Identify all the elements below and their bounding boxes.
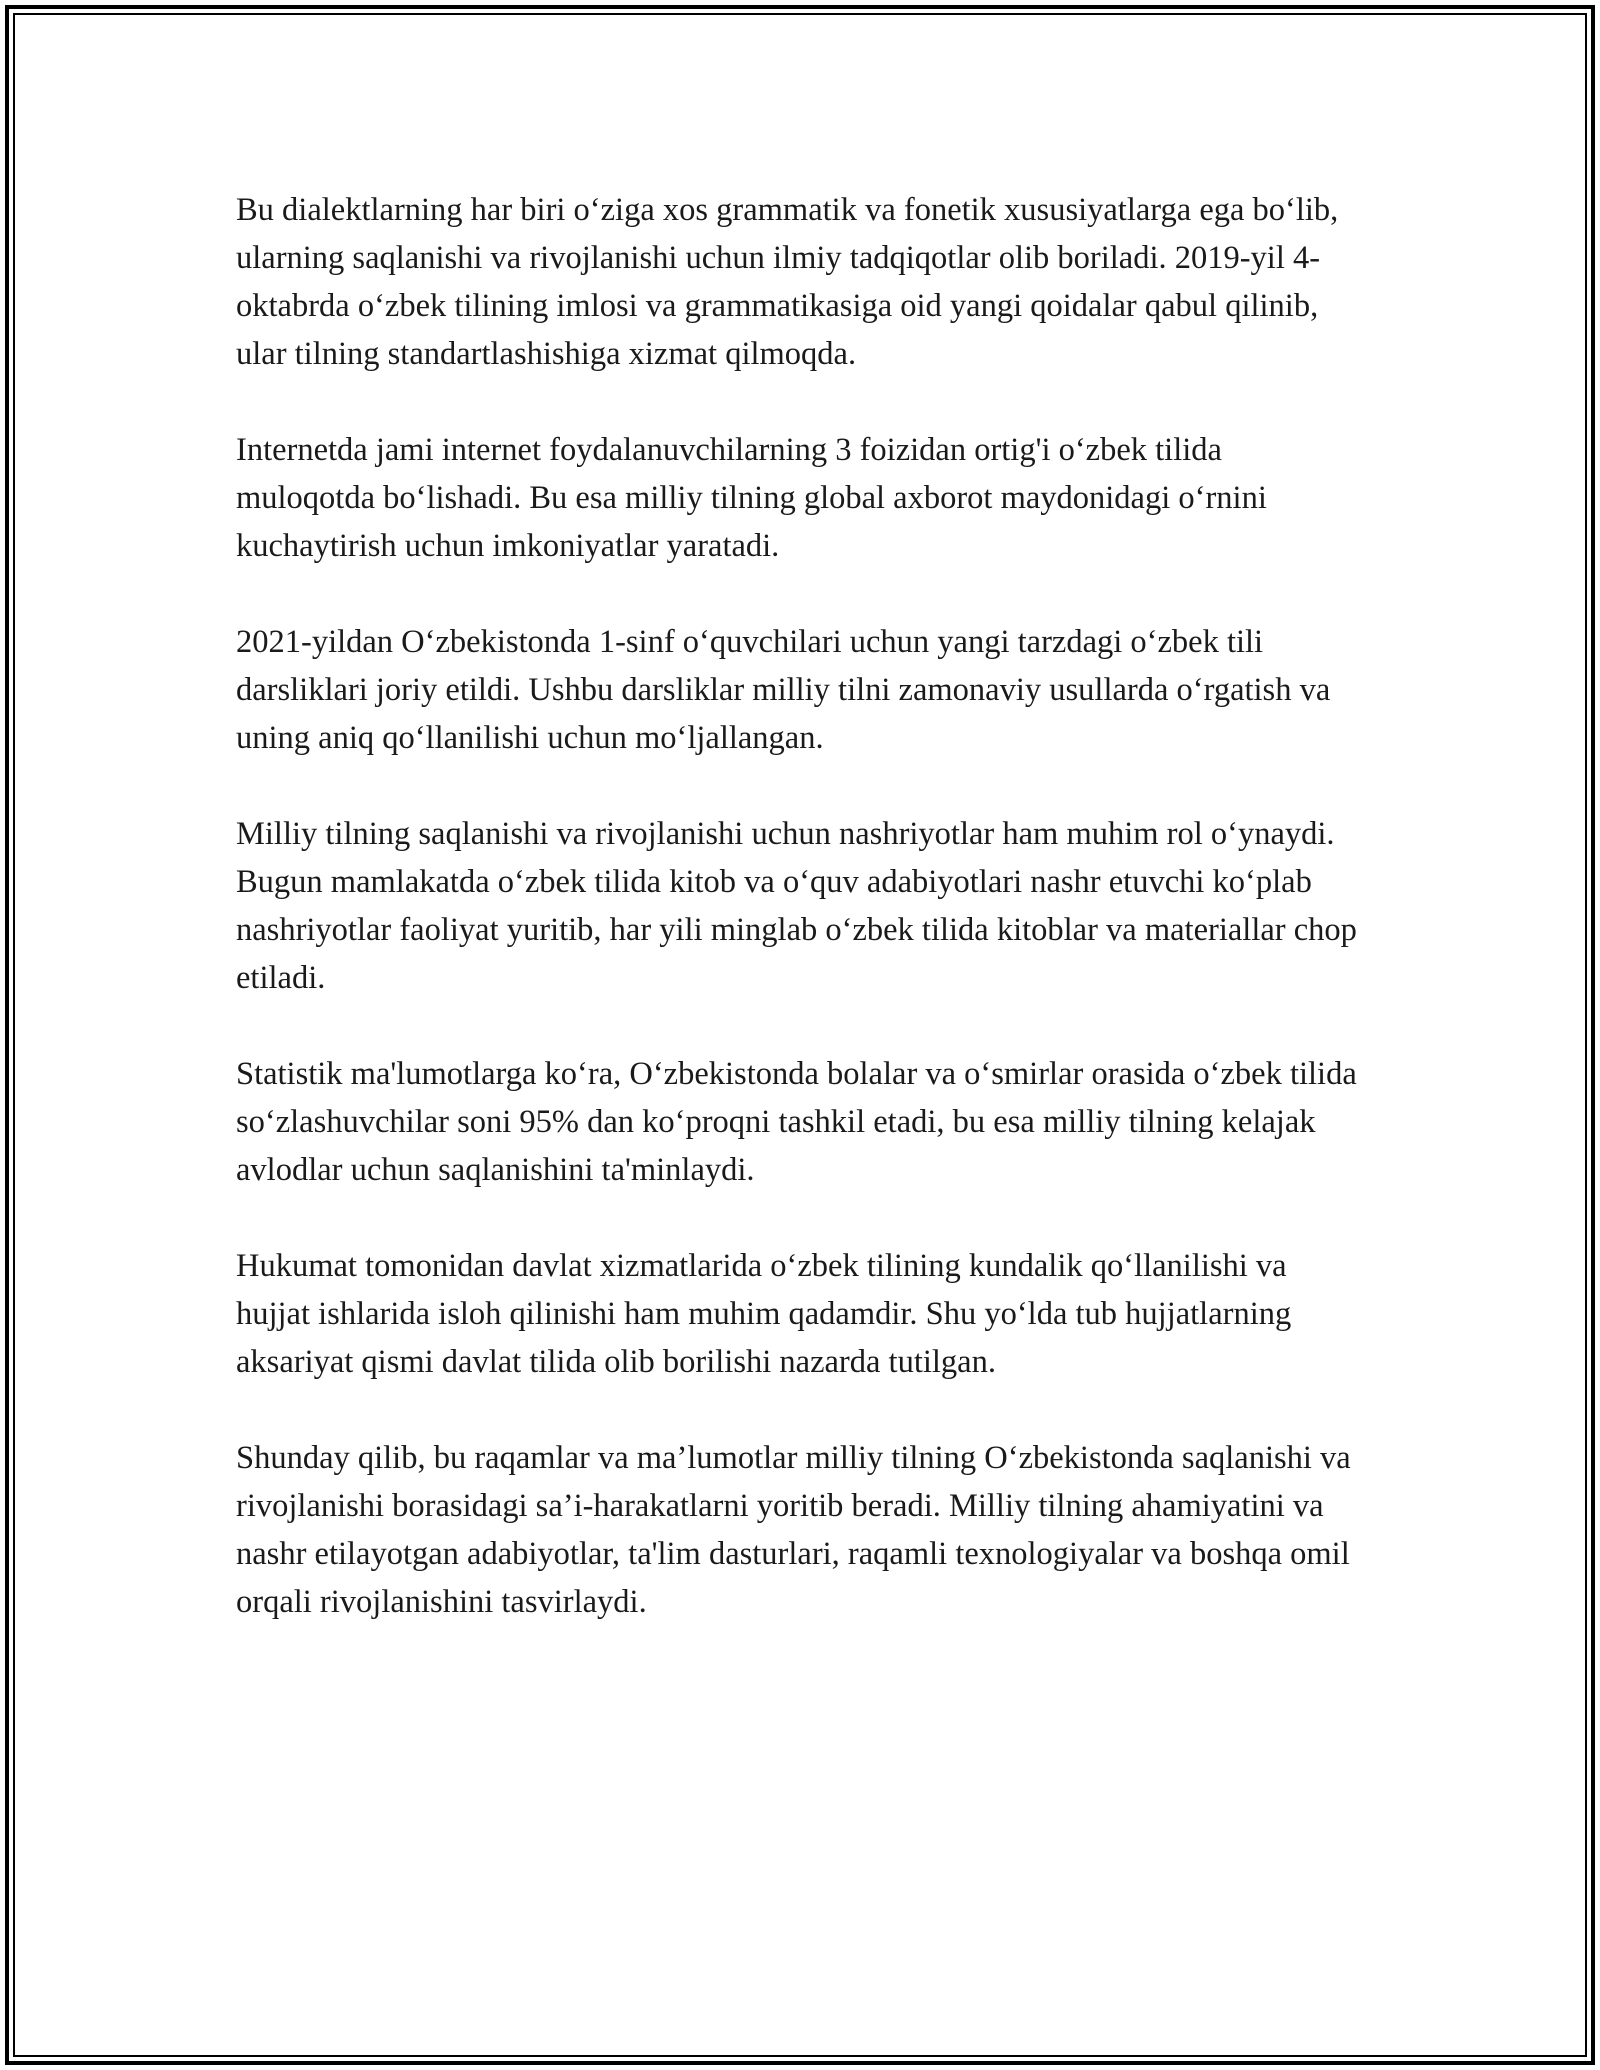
paragraph-conclusion: Shunday qilib, bu raqamlar va ma’lumotlar milliy tilning O‘zbekistonda saqlanishi va rivojlanishi borasidagi sa’i-harakatlarni yoritib beradi. Milliy tilning ahamiyatini va nashr etilayotgan adabiyotlar, ta'lim dasturlari, raqamli texnologiyalar va boshqa omil orqali rivojlanishini tasvirlaydi. xyxy=(236,1440,1351,1620)
paragraph-statistics: Statistik ma'lumotlarga ko‘ra, O‘zbekistonda bolalar va o‘smirlar orasida o‘zbek tilida so‘zlashuvchilar soni 95% dan ko‘proqni tashkil etadi, bu esa milliy tilning kelajak avlodlar uchun saqlanishini ta'minlaydi. xyxy=(236,1056,1357,1188)
paragraph-government: Hukumat tomonidan davlat xizmatlarida o‘zbek tilining kundalik qo‘llanilishi va hujjat ishlarida isloh qilinishi ham muhim qadamdir. Shu yo‘lda tub hujjatlarning aksariyat qismi davlat tilida olib borilishi nazarda tutilgan. xyxy=(236,1248,1292,1380)
paragraph-internet: Internetda jami internet foydalanuvchilarning 3 foizidan ortig'i o‘zbek tilida muloqotda bo‘lishadi. Bu esa milliy tilning global axborot maydonidagi o‘rnini kuchaytirish uchun imkoniyatlar yaratadi. xyxy=(236,432,1267,564)
document-body xyxy=(236,186,1366,1674)
paragraph-publishers: Milliy tilning saqlanishi va rivojlanishi uchun nashriyotlar ham muhim rol o‘ynaydi. Bugun mamlakatda o‘zbek tilida kitob va o‘quv adabiyotlari nashr etuvchi ko‘plab nashriyotlar faoliyat yuritib, har yili minglab o‘zbek tilida kitoblar va materiallar chop etiladi. xyxy=(236,816,1357,996)
paragraph-textbooks: 2021-yildan O‘zbekistonda 1-sinf o‘quvchilari uchun yangi tarzdagi o‘zbek tili darsliklari joriy etildi. Ushbu darsliklar milliy tilni zamonaviy usullarda o‘rgatish va uning aniq qo‘llanilishi uchun mo‘ljallangan. xyxy=(236,624,1331,756)
paragraph-dialects: Bu dialektlarning har biri o‘ziga xos grammatik va fonetik xususiyatlarga ega bo‘lib, ularning saqlanishi va rivojlanishi uchun ilmiy tadqiqotlar olib boriladi. 2019-yil 4-oktabrda o‘zbek tilining imlosi va grammatikasiga oid yangi qoidalar qabul qilinib, ular tilning standartlashishiga xizmat qilmoqda. xyxy=(236,192,1339,372)
